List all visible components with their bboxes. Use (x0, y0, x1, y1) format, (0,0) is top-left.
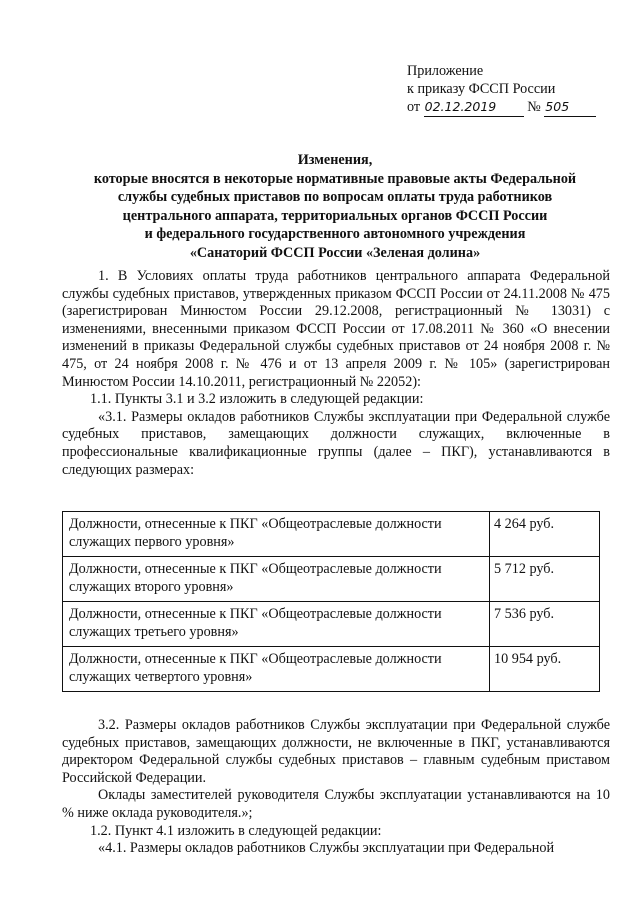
salary-cell: 5 712 руб. (490, 557, 600, 602)
body-section-1 (62, 268, 610, 479)
title-line: «Санаторий ФССП России «Зеленая долина» (189, 244, 481, 261)
paragraph-1-1: 1.1. Пункты 3.1 и 3.2 изложить в следующей редакции: (90, 391, 424, 408)
table-row (63, 602, 600, 647)
position-cell: Должности, отнесенные к ПКГ «Общеотраслевые должности служащих второго уровня» (63, 557, 490, 602)
body-section-2 (62, 717, 610, 858)
document-title (70, 151, 600, 263)
title-line: и федерального государственного автономного учреждения (144, 226, 526, 243)
number-prefix: № (527, 99, 541, 115)
table-row (63, 557, 600, 602)
paragraph-3-2: 3.2. Размеры окладов работников Службы эксплуатации при Федеральной службе судебных приставов, замещающих должности, не включенные в ПКГ, устанавливаются директором Федеральной службы судебных приставов – главным судебным приставом Российской Федерации. (62, 717, 610, 786)
salary-table (62, 511, 600, 692)
position-cell: Должности, отнесенные к ПКГ «Общеотраслевые должности служащих третьего уровня» (63, 602, 490, 647)
appendix-block (407, 62, 596, 117)
paragraph-4-1: «4.1. Размеры окладов работников Службы эксплуатации при Федеральной (98, 840, 555, 857)
salary-cell: 7 536 руб. (490, 602, 600, 647)
salary-cell: 4 264 руб. (490, 512, 600, 557)
paragraph-deputies: Оклады заместителей руководителя Службы эксплуатации устанавливаются на 10 % ниже оклада руководителя.»; (62, 787, 610, 821)
title-line: Изменения, (297, 152, 373, 168)
date-prefix: от (407, 99, 421, 115)
paragraph-3-1: «3.1. Размеры окладов работников Службы эксплуатации при Федеральной службе судебных приставов, замещающих должности служащих, включенные в профессиональные квалификационные группы (далее – ПКГ), устанавливаются в следующих размерах: (62, 408, 610, 478)
table-row (63, 512, 600, 557)
title-line: которые вносятся в некоторые нормативные правовые акты Федеральной (93, 170, 577, 187)
position-cell: Должности, отнесенные к ПКГ «Общеотраслевые должности служащих первого уровня» (63, 512, 490, 557)
title-line: службы судебных приставов по вопросам оплаты труда работников (117, 189, 553, 206)
order-reference: к приказу ФССП России (407, 81, 556, 97)
handwritten-number: 505 (544, 98, 596, 117)
paragraph-1: 1. В Условиях оплаты труда работников центрального аппарата Федеральной службы судебных приставов, утвержденных приказом ФССП России от 24.11.2008 № 475 (зарегистрирован Минюстом России 29.12.2008, регистрационный № 13031) с изменениями, внесенными приказом ФССП России от 17.08.2011 № 360 «О внесении изменений в приказы Федеральной службы судебных приставов от 24 ноября 2008 г. № 475, от 24 ноября 2008 г. № 476 и от 13 апреля 2009 г. № 105» (зарегистрирован Минюстом России 14.10.2011, регистрационный № 22052): (62, 268, 610, 390)
salary-cell: 10 954 руб. (490, 647, 600, 692)
position-cell: Должности, отнесенные к ПКГ «Общеотраслевые должности служащих четвертого уровня» (63, 647, 490, 692)
table-row (63, 647, 600, 692)
handwritten-date: 02.12.2019 (424, 98, 524, 117)
title-line: центрального аппарата, территориальных органов ФССП России (122, 207, 548, 224)
appendix-label: Приложение (407, 63, 484, 79)
paragraph-1-2: 1.2. Пункт 4.1 изложить в следующей редакции: (90, 822, 382, 839)
order-date-number-line (407, 98, 596, 117)
